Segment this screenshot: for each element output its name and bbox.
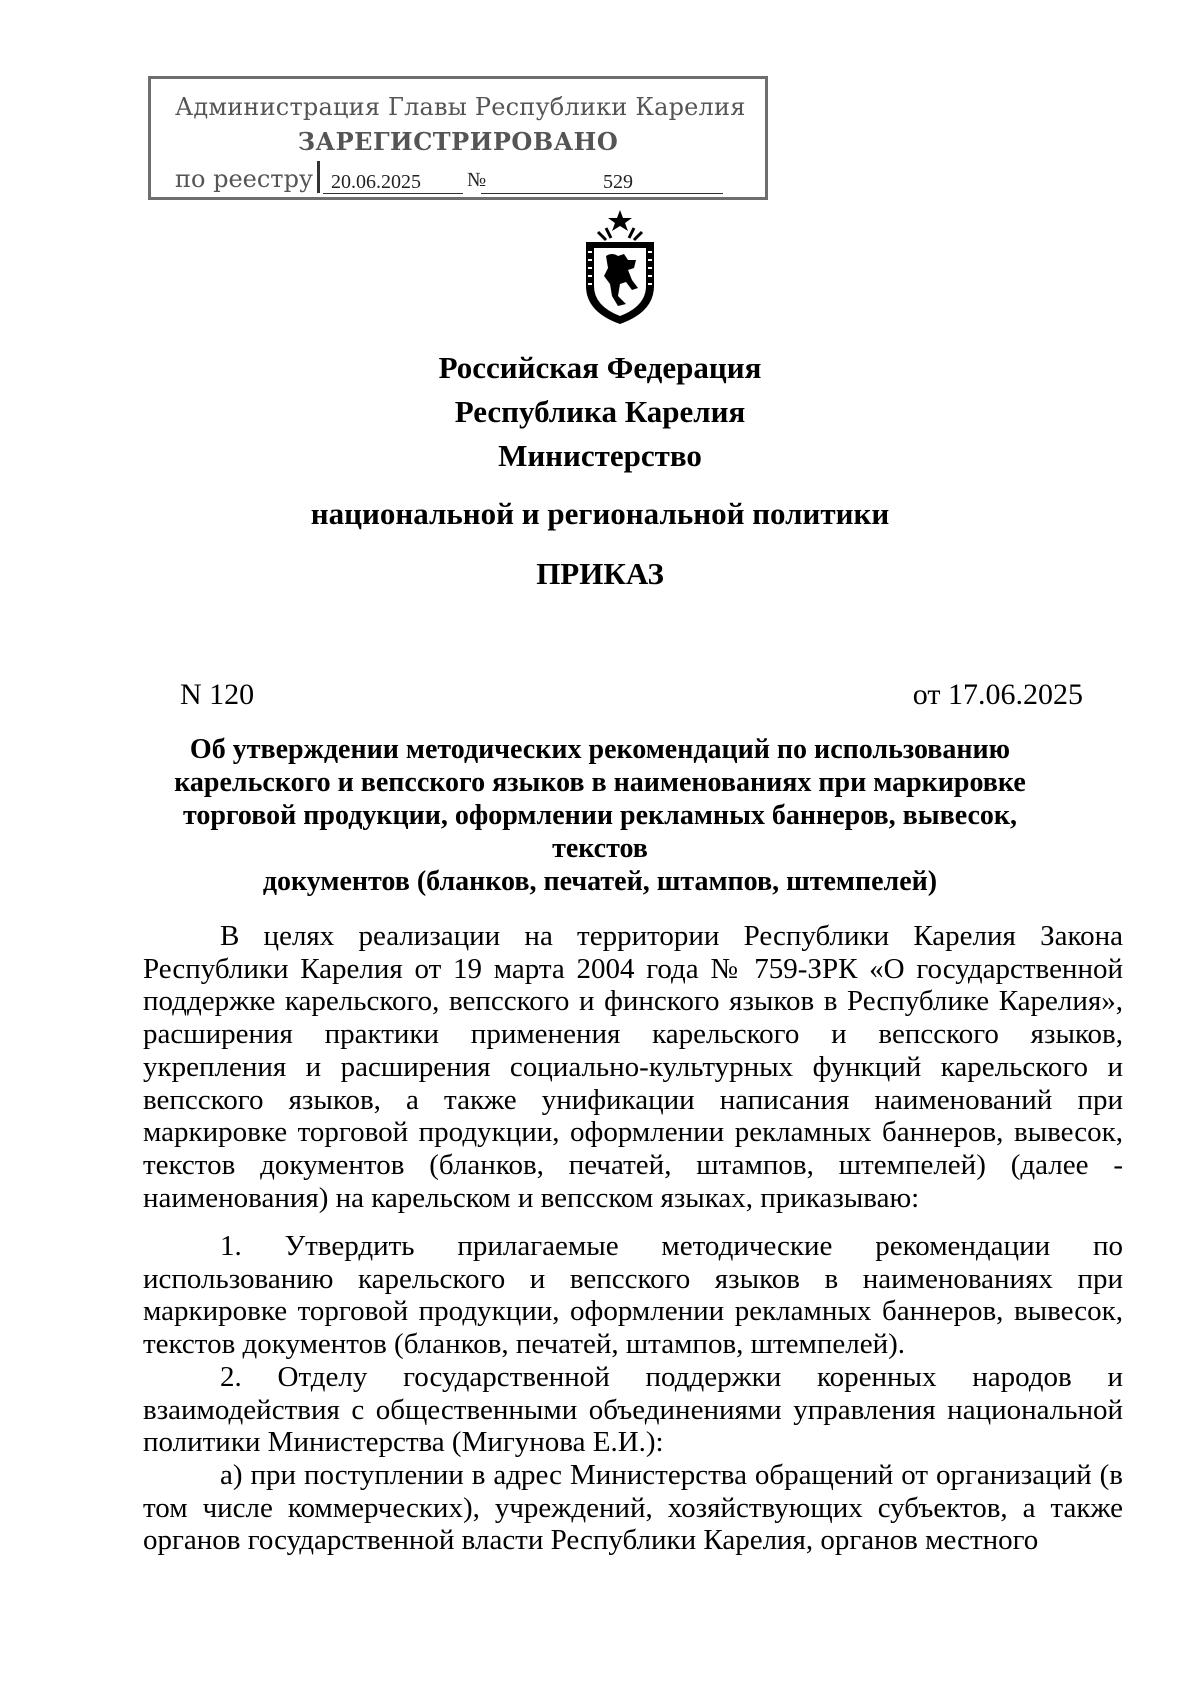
paragraph: 1. Утвердить прилагаемые методические рекомендации по использованию карельского и вепсского языков в наименованиях при маркировке торговой продукции, оформлении рекламных баннеров, вывесок, текстов документов (бланков, печатей, штампов, штемпелей). bbox=[143, 1230, 1123, 1361]
header-ministry-name: национальной и региональной политики bbox=[310, 496, 890, 531]
order-items bbox=[143, 1230, 1123, 1557]
title-line: торговой продукции, оформлении рекламных баннеров, вывесок, текстов bbox=[182, 800, 1018, 864]
paragraph: В целях реализации на территории Республики Карелия Закона Республики Карелия от 19 марта 2004 года № 759-ЗРК «О государственной поддержке карельского, вепсского и финского языков в Республике Карелия», расширения практики применения карельского и вепсского языков, укрепления и расширения социально-культурных функций карельского и вепсского языков, а также унификации написания наименований при маркировке торговой продукции, оформлении рекламных баннеров, вывесок, текстов документов (бланков, печатей, штампов, штемпелей) (далее - наименования) на карельском и вепсском языках, приказываю: bbox=[143, 920, 1123, 1214]
title-line: документов (бланков, печатей, штампов, штемпелей) bbox=[262, 866, 938, 897]
paragraph: 2. Отделу государственной поддержки коренных народов и взаимодействия с общественными объединениями управления национальной политики Министерства (Мигунова Е.И.): bbox=[143, 1360, 1123, 1459]
title-line: карельского и вепсского языков в наименованиях при маркировке bbox=[174, 767, 1026, 798]
order-title bbox=[150, 733, 1050, 898]
header-ministry: Министерство bbox=[498, 438, 702, 473]
header-republic: Республика Карелия bbox=[454, 394, 746, 429]
stamp-registered: ЗАРЕГИСТРИРОВАНО bbox=[297, 127, 619, 156]
title-line: Об утверждении методических рекомендаций по использованию bbox=[189, 734, 1011, 765]
doc-type: ПРИКАЗ bbox=[536, 556, 664, 591]
stamp-number-sign: № bbox=[467, 169, 487, 191]
stamp-date-underline bbox=[323, 193, 463, 194]
header-country: Российская Федерация bbox=[438, 350, 762, 385]
registration-stamp bbox=[148, 76, 768, 200]
karelia-coat-of-arms-icon bbox=[576, 208, 664, 328]
stamp-registry-label: по реестру bbox=[175, 165, 314, 193]
stamp-authority: Администрация Главы Республики Карелия bbox=[175, 93, 746, 121]
stamp-divider bbox=[317, 161, 320, 193]
order-number: N 120 bbox=[180, 678, 255, 711]
preamble bbox=[143, 920, 1123, 1214]
stamp-number-underline bbox=[481, 193, 723, 194]
paragraph: а) при поступлении в адрес Министерства обращений от организаций (в том числе коммерческих), учреждений, хозяйствующих субъектов, а также органов государственной власти Республики Карелия, органов местного bbox=[143, 1458, 1123, 1557]
order-date: от 17.06.2025 bbox=[912, 678, 1083, 711]
stamp-date: 20.06.2025 bbox=[331, 171, 421, 193]
stamp-number: 529 bbox=[603, 171, 633, 193]
